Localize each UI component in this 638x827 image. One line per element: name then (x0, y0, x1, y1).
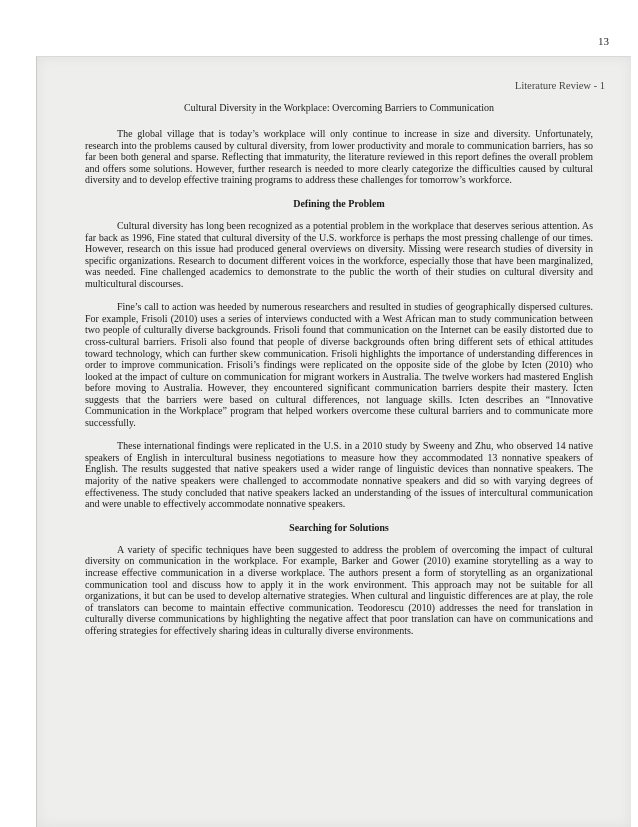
paragraph: These international findings were replicated in the U.S. in a 2010 study by Sweeny and Zhu, who observed 14 native speakers of English in intercultural business negotiations to measure how they accommodated 13 nonnative speakers of English. The results suggested that native speakers used a wider range of linguistic devices than nonnative speakers. The majority of the native speakers were challenged to accommodate nonnative speakers and did so with varying degrees of effectiveness. The study concluded that native speakers lacked an understanding of the issues of intercultural communication and were unable to effectively accommodate nonnative speakers. (85, 441, 593, 511)
paragraph: A variety of specific techniques have been suggested to address the problem of overcoming the impact of cultural diversity on communication in the workplace. For example, Barker and Gower (2010) examine storytelling as a way to increase effective communication in a diverse workplace. The authors present a form of storytelling as an organizational communication tool and discuss how to apply it in the work environment. This approach may not be suitable for all organizations, it but can be used to develop alternative strategies. When cultural and linguistic differences are at play, the role of translators can become to maintain effective communication. Teodorescu (2010) addresses the need for translation in culturally diverse communications by highlighting the negative affect that poor translation can have on communications and offering strategies for effectively sharing ideas in culturally diverse environments. (85, 544, 593, 637)
section-defining-the-problem (85, 199, 593, 511)
section-heading: Searching for Solutions (289, 522, 389, 534)
paragraph: Fine’s call to action was heeded by numerous researchers and resulted in studies of geographically dispersed cultures. For example, Frisoli (2010) uses a series of interviews conducted with a West African man to study communication between two people of culturally diverse backgrounds. Frisoli found that communication on the Internet can be easily distorted due to cross-cultural barriers. Frisoli also found that people of diverse backgrounds often bring different sets of ethical attitudes toward technology, which can further skew communication. Frisoli highlights the importance of understanding differences in order to improve communication. Frisoli’s findings were replicated on the opposite side of the globe by Icten (2010) who looked at the impact of culture on communication for migrant workers in Australia. The twelve workers had mastered English before moving to Australia. However, they encountered significant communication barriers despite their mastery. Icten suggests that the barriers were based on cultural differences, not language skills. Icten describes an “Innovative Communication in the Workplace” program that helped workers overcome these cultural barriers and to communicate more successfully. (85, 302, 593, 430)
section-heading: Defining the Problem (293, 198, 385, 210)
document-title: Cultural Diversity in the Workplace: Overcoming Barriers to Communication (183, 103, 495, 114)
section-searching-for-solutions (85, 523, 593, 638)
scanned-page (36, 56, 631, 827)
paragraph: Cultural diversity has long been recognized as a potential problem in the workplace that deserves serious attention. As far back as 1996, Fine stated that cultural diversity of the U.S. workforce is perhaps the most pressing challenge of our times. However, research on this issue had produced general overviews on diversity. Missing were research studies of diversity in specific organizations. Research to document different voices in the workforce, especially those that have been marginalized, was needed. Fine challenged academics to demonstrate to the public the worth of their studies on cultural diversity and multicultural discourses. (85, 220, 593, 290)
page-number: 13 (598, 36, 609, 48)
document-body (85, 103, 593, 638)
intro-paragraph: The global village that is today’s workplace will only continue to increase in size and diversity. Unfortunately, research into the problems caused by cultural diversity, from lower productivity and morale to communication barriers, has so far been both general and sparse. Reflecting that immaturity, the literature reviewed in this report defines the overall problem and offers some solutions. However, further research is needed to more clearly categorize the difficulties caused by cultural diversity and to develop effective training programs to address these challenges for tomorrow’s workforce. (85, 129, 593, 187)
running-head: Literature Review - 1 (514, 81, 605, 92)
